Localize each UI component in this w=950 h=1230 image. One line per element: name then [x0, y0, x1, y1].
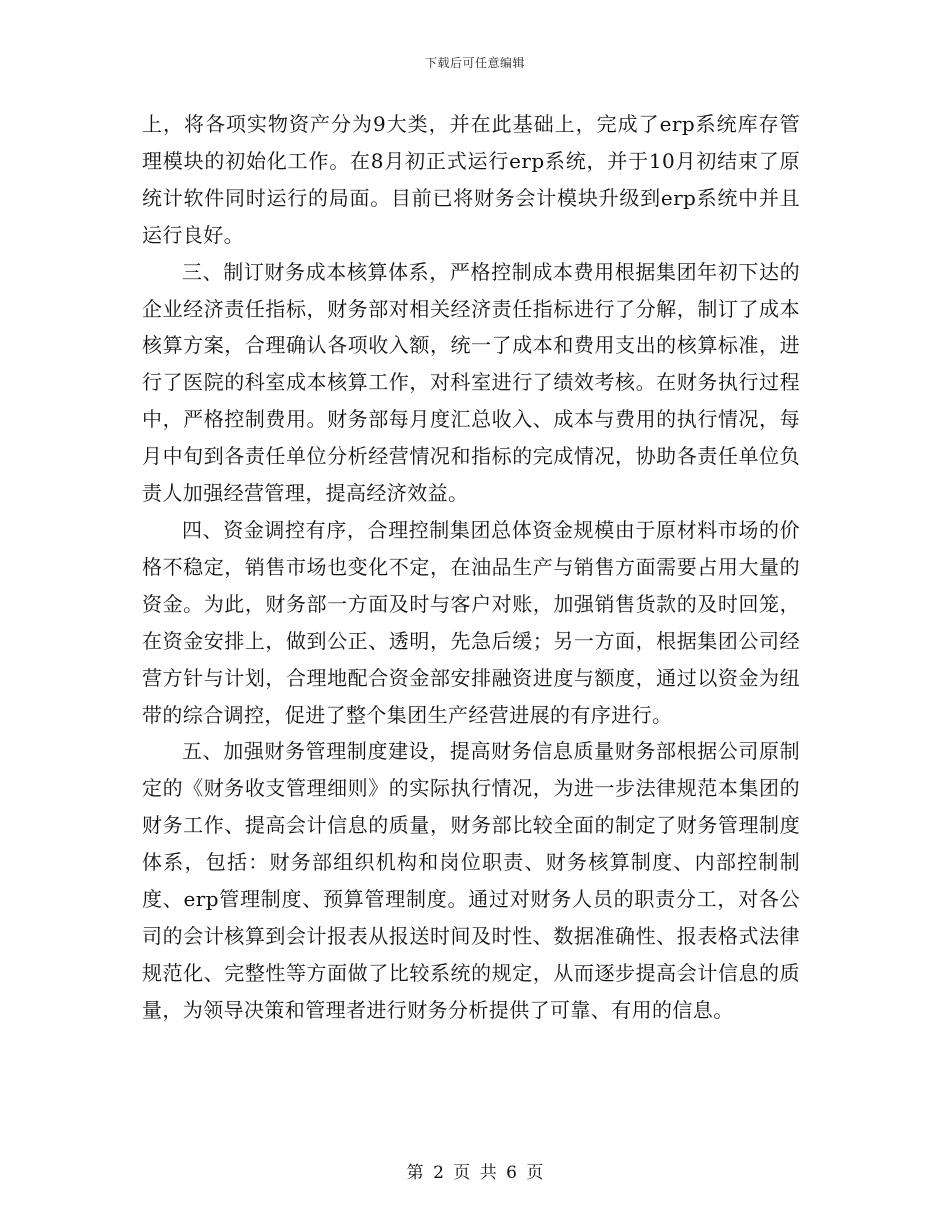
- page-header: 下载后可任意编辑: [424, 56, 525, 70]
- paragraph-3: 四、资金调控有序，合理控制集团总体资金规模由于原材料市场的价格不稳定，销售市场也变化不定，在油品生产与销售方面需要占用大量的资金。为此，财务部一方面及时与客户对账，加强销售货款的及时回笼，在资金安排上，做到公正、透明，先急后缓；另一方面，根据集团公司经营方针与计划，合理地配合资金部安排融资进度与额度，通过以资金为纽带的综合调控，促进了整个集团生产经营进展的有序进行。: [142, 517, 800, 727]
- paragraph-2: 三、制订财务成本核算体系，严格控制成本费用根据集团年初下达的企业经济责任指标，财务部对相关经济责任指标进行了分解，制订了成本核算方案，合理确认各项收入额，统一了成本和费用支出的核算标准，进行了医院的科室成本核算工作，对科室进行了绩效考核。在财务执行过程中，严格控制费用。财务部每月度汇总收入、成本与费用的执行情况，每月中旬到各责任单位分析经营情况和指标的完成情况，协助各责任单位负责人加强经营管理，提高经济效益。: [142, 259, 800, 506]
- page-number: 第 2 页 共 6 页: [406, 1163, 544, 1183]
- paragraph-4: 五、加强财务管理制度建设，提高财务信息质量财务部根据公司原制定的《财务收支管理细则》的实际执行情况，为进一步法律规范本集团的财务工作、提高会计信息的质量，财务部比较全面的制定了财务管理制度体系，包括：财务部组织机构和岗位职责、财务核算制度、内部控制制度、erp管理制度、预算管理制度。通过对财务人员的职责分工，对各公司的会计核算到会计报表从报送时间及时性、数据准确性、报表格式法律规范化、完整性等方面做了比较系统的规定，从而逐步提高会计信息的质量，为领导决策和管理者进行财务分析提供了可靠、有用的信息。: [142, 739, 800, 1022]
- paragraph-1: 上，将各项实物资产分为9大类，并在此基础上，完成了erp系统库存管理模块的初始化工作。在8月初正式运行erp系统，并于10月初结束了原统计软件同时运行的局面。目前已将财务会计模块升级到erp系统中并且运行良好。: [142, 112, 800, 247]
- document-body: [142, 106, 800, 1029]
